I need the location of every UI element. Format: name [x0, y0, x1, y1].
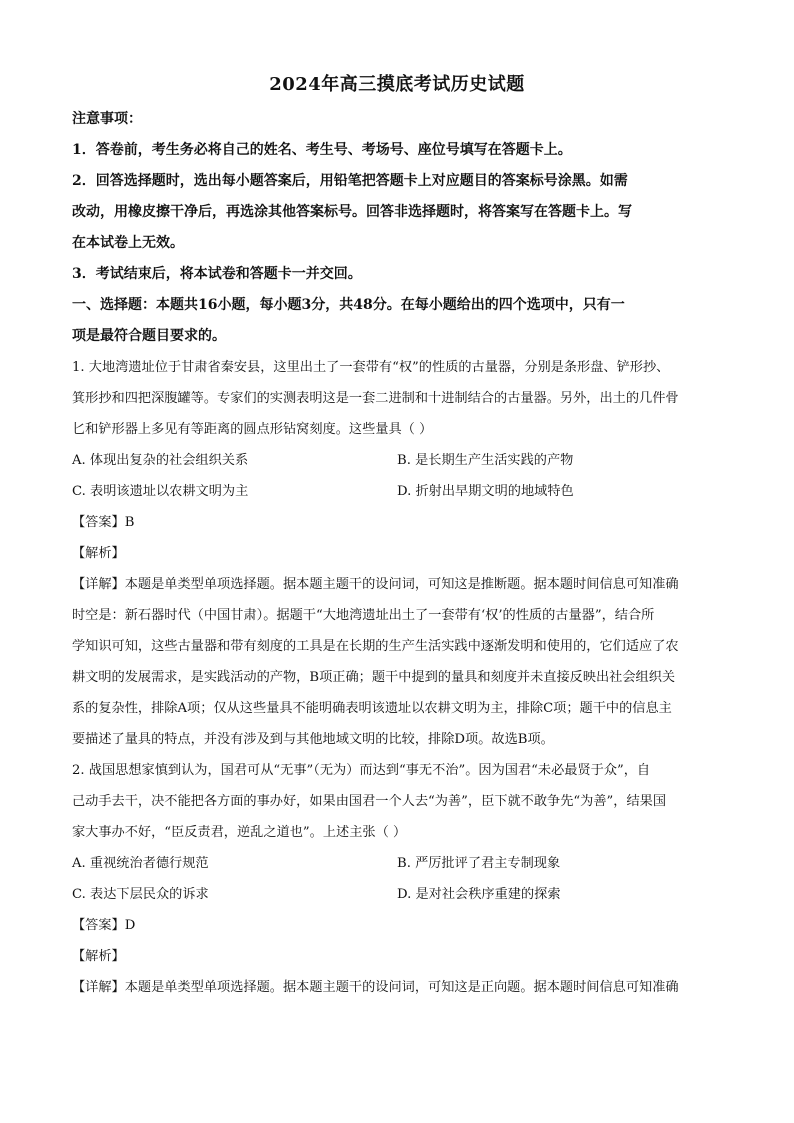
question-1-stem-line-2: 箕形抄和四把深腹罐等。专家们的实测表明这是一套二进制和十进制结合的古量器。另外，出土的几件骨 — [72, 391, 679, 406]
section-heading-line-1: 一、选择题：本题共16小题，每小题3分，共48分。在每小题给出的四个选项中，只有一 — [72, 297, 625, 313]
question-1-options-row-2 — [72, 476, 722, 507]
notice-line-2: 2．回答选择题时，选出每小题答案后，用铅笔把答题卡上对应题目的答案标号涂黑。如需 — [72, 173, 628, 189]
notice-line-1: 1．答卷前，考生务必将自己的姓名、考生号、考场号、座位号填写在答题卡上。 — [72, 142, 572, 158]
question-1-option-c: C. 表明该遗址以农耕文明为主 — [72, 484, 249, 499]
question-2-options-row-1 — [72, 848, 722, 879]
question-2-stem-line-2: 己动手去干，决不能把各方面的事办好，如果由国君一个人去“为善”，臣下就不敢争先“为善”，结果国 — [72, 794, 667, 809]
question-2-stem-line-1: 2. 战国思想家慎到认为，国君可从“无事”（无为）而达到“事无不治”。因为国君“未必最贤于众”，自 — [72, 763, 651, 778]
question-1-detail-line-6: 要描述了量具的特点，并没有涉及到与其他地域文明的比较，排除D项。故选B项。 — [72, 732, 554, 747]
question-2-option-a: A. 重视统治者德行规范 — [72, 856, 209, 871]
question-2-option-c: C. 表达下层民众的诉求 — [72, 887, 209, 902]
page-title: 2024年高三摸底考试历史试题 — [269, 74, 525, 95]
question-1-option-b: B. 是长期生产生活实践的产物 — [397, 453, 574, 468]
question-1-detail-line-3: 学知识可知，这些古量器和带有刻度的工具是在长期的生产生活实践中逐渐发明和使用的，它们适应了农 — [72, 639, 679, 654]
notice-line-4: 在本试卷上无效。 — [72, 235, 184, 251]
question-1-options-row-1 — [72, 445, 722, 476]
question-2-option-d: D. 是对社会秩序重建的探索 — [397, 887, 561, 902]
notice-line-5: 3．考试结束后，将本试卷和答题卡一并交回。 — [72, 266, 362, 282]
question-1-detail-line-5: 系的复杂性，排除A项；仅从这些量具不能明确表明该遗址以农耕文明为主，排除C项；题干中的信息主 — [72, 701, 672, 716]
question-1-detail-line-1: 【详解】本题是单类型单项选择题。据本题主题干的设问词，可知这是推断题。据本题时间信息可知准确 — [72, 577, 679, 592]
question-1-stem-line-1: 1. 大地湾遗址位于甘肃省秦安县，这里出土了一套带有“权”的性质的古量器，分别是条形盘、铲形抄、 — [72, 360, 670, 375]
section-heading-line-2: 项是最符合题目要求的。 — [72, 328, 226, 344]
question-1-detail-line-2: 时空是：新石器时代（中国甘肃）。据题干“大地湾遗址出土了一套带有‘权’的性质的古量器”，结合所 — [72, 608, 655, 623]
question-1-stem-line-3: 匕和铲形器上多见有等距离的圆点形钻窝刻度。这些量具（ ） — [72, 422, 433, 437]
question-2-stem-line-3: 家大事办不好，“臣反责君，逆乱之道也”。上述主张（ ） — [72, 825, 407, 840]
question-2-option-b: B. 严厉批评了君主专制现象 — [397, 856, 561, 871]
question-1-detail-line-4: 耕文明的发展需求，是实践活动的产物，B项正确；题干中提到的量具和刻度并未直接反映出社会组织关 — [72, 670, 676, 685]
question-2-analysis-label: 【解析】 — [72, 949, 125, 964]
question-1-option-d: D. 折射出早期文明的地域特色 — [397, 484, 574, 499]
exam-content — [72, 104, 722, 1003]
question-2-detail-line-1: 【详解】本题是单类型单项选择题。据本题主题干的设问词，可知这是正向题。据本题时间信息可知准确 — [72, 980, 679, 995]
notice-line-3: 改动，用橡皮擦干净后，再选涂其他答案标号。回答非选择题时，将答案写在答题卡上。写 — [72, 204, 632, 220]
question-1-option-a: A. 体现出复杂的社会组织关系 — [72, 453, 249, 468]
question-2-answer: 【答案】D — [72, 918, 136, 933]
question-1-analysis-label: 【解析】 — [72, 546, 125, 561]
notice-heading: 注意事项： — [72, 111, 142, 127]
question-2-options-row-2 — [72, 879, 722, 910]
question-1-answer: 【答案】B — [72, 515, 135, 530]
